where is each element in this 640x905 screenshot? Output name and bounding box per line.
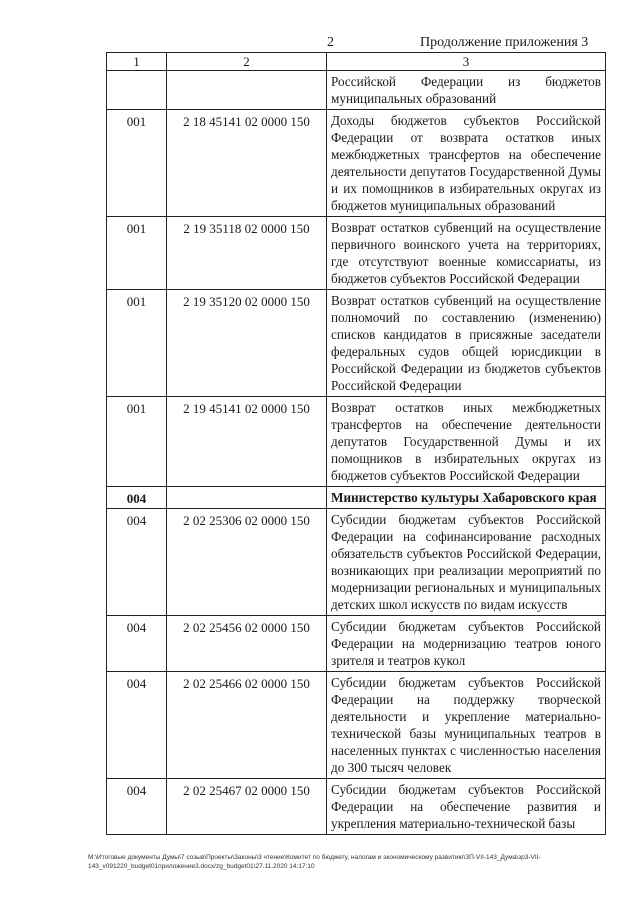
classification-code-cell: 2 18 45141 02 0000 150 [167, 110, 327, 216]
page-header [0, 30, 640, 52]
column-header-3: 3 [327, 53, 606, 70]
classification-code-cell [167, 71, 327, 109]
table-row [107, 509, 606, 616]
code-cell: 001 [107, 397, 167, 486]
description-cell: Субсидии бюджетам субъектов Российской Федерации на обеспечение развития и укрепления материально-технической базы [327, 779, 606, 834]
description-cell: Возврат остатков иных межбюджетных трансфертов на обеспечение деятельности депутатов Государственной Думы и их помощников в избирательных округах из бюджетов субъектов Российской Федерации [327, 397, 606, 486]
description-cell: Доходы бюджетов субъектов Российской Федерации от возврата остатков иных межбюджетных трансфертов на обеспечение деятельности депутатов Государственной Думы и их помощников в избирательных округах из бюджетов муниципальных образований [327, 110, 606, 216]
file-path-footer: М:\Итоговые документы Думы\7 созыв\Проекты\Законы\3 чтение\Комитет по бюджету, налогам и экономическому развитию\ЗП-VII-143_Дума\зр3-VII-143_v091220_budget01приложение3.docx/zg_budget01\27.11.2020 14:17:10 [88, 854, 541, 870]
table-row [107, 110, 606, 217]
code-cell: 004 [107, 779, 167, 834]
description-cell: Российской Федерации из бюджетов муниципальных образований [327, 71, 606, 109]
code-cell [107, 71, 167, 109]
column-header-1: 1 [107, 53, 167, 70]
classification-code-cell: 2 02 25466 02 0000 150 [167, 672, 327, 778]
code-cell: 004 [107, 509, 167, 615]
code-cell: 001 [107, 290, 167, 396]
description-cell: Субсидии бюджетам субъектов Российской Федерации на софинансирование расходных обязательств субъектов Российской Федерации, возникающих при реализации мероприятий по модернизации региональных и муниципальных детских школ искусств по видам искусств [327, 509, 606, 615]
code-cell: 001 [107, 110, 167, 216]
appendix-table [106, 52, 606, 835]
description-cell: Субсидии бюджетам субъектов Российской Федерации на модернизацию театров юного зрителя и театров кукол [327, 616, 606, 671]
page-number: 2 [327, 35, 334, 50]
classification-code-cell: 2 19 45141 02 0000 150 [167, 397, 327, 486]
table-row [107, 616, 606, 672]
classification-code-cell [167, 487, 327, 508]
classification-code-cell: 2 02 25467 02 0000 150 [167, 779, 327, 834]
classification-code-cell: 2 19 35118 02 0000 150 [167, 217, 327, 289]
table-body [107, 71, 606, 835]
classification-code-cell: 2 02 25306 02 0000 150 [167, 509, 327, 615]
table-header-row [107, 53, 606, 71]
table-row [107, 290, 606, 397]
code-cell: 004 [107, 616, 167, 671]
description-cell: Возврат остатков субвенций на осуществление полномочий по составлению (изменению) списков кандидатов в присяжные заседатели федеральных судов общей юрисдикции в Российской Федерации из бюджетов субъектов Российской Федерации [327, 290, 606, 396]
code-cell: 001 [107, 217, 167, 289]
code-cell: 004 [107, 672, 167, 778]
code-cell: 004 [107, 487, 167, 508]
table-row [107, 779, 606, 835]
table-row [107, 217, 606, 290]
continuation-label: Продолжение приложения 3 [420, 35, 589, 50]
table-row [107, 672, 606, 779]
table-row [107, 71, 606, 110]
description-cell: Министерство культуры Хабаровского края [327, 487, 606, 508]
description-cell: Возврат остатков субвенций на осуществление первичного воинского учета на территориях, где отсутствуют военные комиссариаты, из бюджетов субъектов Российской Федерации [327, 217, 606, 289]
column-header-2: 2 [167, 53, 327, 70]
classification-code-cell: 2 02 25456 02 0000 150 [167, 616, 327, 671]
description-cell: Субсидии бюджетам субъектов Российской Федерации на поддержку творческой деятельности и укрепление материально-технической базы муниципальных театров в населенных пунктах с численностью населения до 300 тысяч человек [327, 672, 606, 778]
classification-code-cell: 2 19 35120 02 0000 150 [167, 290, 327, 396]
table-row [107, 397, 606, 487]
table-row [107, 487, 606, 509]
